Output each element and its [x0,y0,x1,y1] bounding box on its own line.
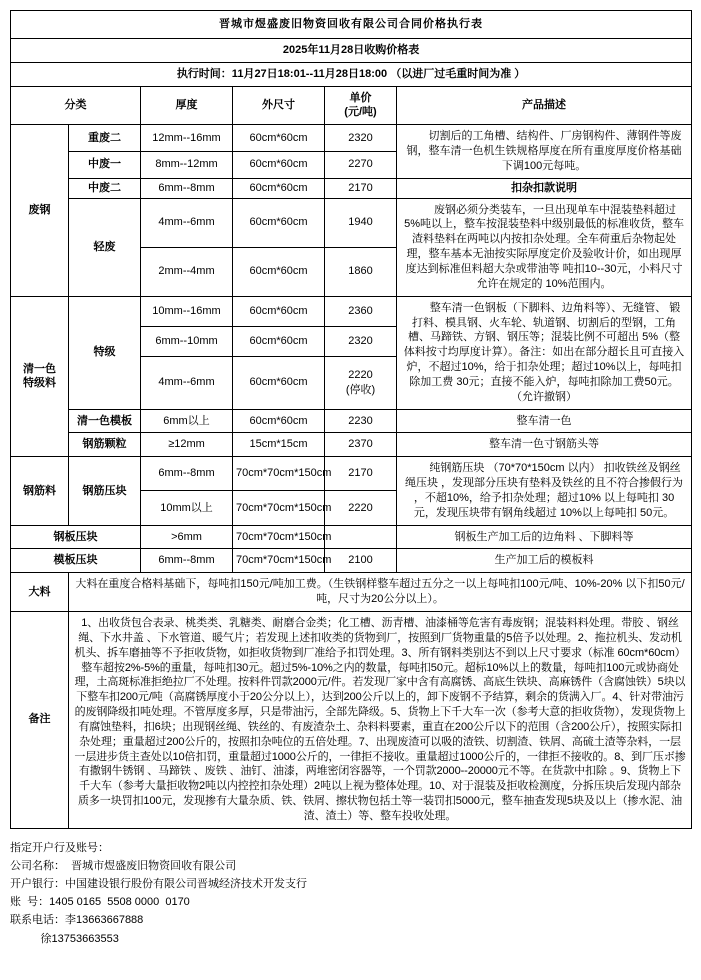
price-0: 2320 [325,125,397,152]
cat-zhongfei-yi: 中废一 [69,151,141,178]
group-beizhu: 备注 [11,612,69,829]
thickness-12: >6mm [141,525,233,549]
cat-qingyise-muban: 清一色模板 [69,409,141,433]
table-row [11,525,692,549]
header-size: 外尺寸 [233,86,325,125]
cat-zhongfei-er: 重废二 [69,125,141,152]
header-category: 分类 [11,86,141,125]
deduction-body: 废钢必须分类装车，一旦出现单车中混装垫料超过 5%吨以上，整车按混装垫料中级别最低的标准收货，整车渣料垫料在两吨以内按扣杂处理。全车荷重后杂物起处理，整车基本无油按实际厚度定价及验收计价，如出现厚度达到标准但料超大杂或带油等 吨扣10--30元，小料尺寸允许在规定的 10%范围内。 [397,198,692,296]
footer-bank: 开户银行：中国建设银行股份有限公司晋城经济技术开发支行 [10,878,307,891]
size-3: 60cm*60cm [233,198,325,247]
thickness-13: 6mm--8mm [141,549,233,573]
group-dali: 大料 [11,573,69,612]
doc-subtitle: 2025年11月28日收购价格表 [11,38,692,62]
size-8: 60cm*60cm [233,409,325,433]
size-13: 70cm*70cm*150cm [233,549,325,573]
time-row [11,62,692,86]
group-gangjin: 钢筋料 [11,457,69,525]
table-row [11,409,692,433]
size-11: 70cm*70cm*150cm [233,491,325,525]
price-3: 1940 [325,198,397,247]
table-row [11,198,692,247]
deduction-title: 扣杂扣款说明 [397,178,692,198]
table-row [11,296,692,326]
table-row [11,178,692,198]
thickness-7: 4mm--6mm [141,356,233,409]
desc-gangban: 钢板生产加工后的边角料 、下脚料等 [397,525,692,549]
thickness-11: 10mm以上 [141,491,233,525]
price-12 [325,525,397,549]
footer-account-number: 账 号：1405 0165 5508 0000 0170 [10,896,190,909]
header-thickness: 厚度 [141,86,233,125]
size-6: 60cm*60cm [233,326,325,356]
header-unit-price [325,86,397,125]
price-sheet-page [10,0,691,835]
thickness-2: 6mm--8mm [141,178,233,198]
footer-phone-1: 联系电话：李13663667888 [10,914,144,927]
price-1: 2270 [325,151,397,178]
price-7 [325,356,397,409]
header-row [11,86,692,125]
size-10: 70cm*70cm*150cm [233,457,325,491]
remark-body: 1、出收货包合表录、桃类类、乳糖类、耐磨合金类；化工槽、沥青槽、油漆桶等危害有毒废钢；混装料料处理。带胶 、钢丝绳、下水井盖 、下水管道、暖气片；若发现上述扣收类的货物到厂，按照到厂货物重量的5倍予以处理。2、拖拉机头、发动机机头、拆车磨抽等不予拒收货物，如拒收货物到厂准给予扣罚处理。3、所有钢料类别达不到以上尺寸要求（标准 60cm*60cm）整车超按2%-5%的重量，每吨扣30元。超过5%-10%之内的数量，每吨扣50元。超标10%以上的数量，每吨扣100元或协商处理，土高斑标准拒绝拉厂不处理。按料件罚款2000元/件。若发现厂家中含有高腐锈、高底生铁块、高麻锈件（含腐蚀铁）5块以下整车扣200元/吨（高腐锈厚度小于20公分以上），达到200公斤以上的，卸下废钢不予结算，剩余的货满入厂。4、针对带油污的废钢降级扣吨处理。不管厚度多厚，只是带油污，全部先降级。5、货物上下千大车一次（参考大意的拒收货物），发现货物上有腐蚀垫料，扣6块；出现钢丝绳、铁丝的、有废渣杂土、杂料料要素，重直在200公斤以下的范围（含200公斤），按照实际扣杂处理；重量超过200公斤的，按照扣杂吨位的五倍处理。7、出现废渣可以吸的渣铁、切割渣、铁屑、高硫土渣等杂料，一层一层进步货主查处以10倍扣罚，重量超过1000公斤的，一律拒不接收。重量超过1000公斤的，一律拒不接收的。8、到厂压ボ掺有撒钢牛锈钢 、马蹄铁 、废铁 、油钉、油漆，两堆密闭容器等，一个罚款2000--20000元不等。在货款中扣除 。9、货物上下千大车（参考大量拒收物2吨以内控控扣杂处理）2吨以上视为整体处理。10、对于混装及拒收检测度，分拆压块后发现内部杂质多一块罚扣100元，发现掺有大量杂质、铁、铁屑、擦状物包括土等一装罚扣5000元，整车抽查发现5块及以上（掺水泥、油渣、渣土）等、整车投收处理。 [69,612,692,829]
cat-muban-yakuai: 模板压块 [11,549,141,573]
size-1: 60cm*60cm [233,151,325,178]
thickness-1: 8mm--12mm [141,151,233,178]
desc-muban: 整车清一色 [397,409,692,433]
header-unit-price-line2: (元/吨) [344,106,377,119]
desc-tejie: 整车清一色钢板（下脚料、边角料等）、无缝管、 锻打料、模具钢、火车轮、轨道钢、切割后的型钢，工角槽、马蹄铁、方钢、钢压等；混装比例不可超出 5%（整体料按寸均厚度计算）。备注：如出在部分超长且可直接入炉，不超过10%，给于扣杂处理；超过10%以上，每吨扣除加工费 30元；直接不能入炉，每吨扣除加工费50元。（允许撤钢） [397,296,692,409]
table-row [11,549,692,573]
price-13: 2100 [325,549,397,573]
cat-gangjin-keli: 钢筋颗粒 [69,433,141,457]
execution-time: 执行时间：11月27日18:01--11月28日18:00 （以进厂过毛重时间为准 ） [11,62,692,86]
subtitle-row [11,38,692,62]
table-row [11,573,692,612]
cat-gangjin-yakuai: 钢筋压块 [69,457,141,525]
size-9: 15cm*15cm [233,433,325,457]
title-row [11,11,692,39]
price-10: 2170 [325,457,397,491]
price-7-note: (停收) [345,383,376,396]
desc-keli: 整车清一色寸钢筋头等 [397,433,692,457]
table-row [11,433,692,457]
size-0: 60cm*60cm [233,125,325,152]
footer-block [10,835,691,948]
thickness-5: 10mm--16mm [141,296,233,326]
cat-gangban-yakuai: 钢板压块 [11,525,141,549]
desc-feigang: 切割后的工角槽、结构件、厂房钢构件、薄钢件等废钢，整车清一色机生铁规格厚度在所有重度厚度价格基础下调100元每吨。 [397,125,692,179]
group-qingyise [11,296,69,457]
price-5: 2360 [325,296,397,326]
header-product-desc: 产品描述 [397,86,692,125]
thickness-3: 4mm--6mm [141,198,233,247]
thickness-4: 2mm--4mm [141,247,233,296]
cat-zhongfei-er2: 中废二 [69,178,141,198]
size-12: 70cm*70cm*150cm [233,525,325,549]
price-8: 2230 [325,409,397,433]
desc-dali: 大料在重度合格料基础下，每吨扣150元/吨加工费。（生铁钢样整车超过五分之一以上每吨扣100元/吨、10%-20% 以下扣50元/吨，尺寸为20公分以上）。 [69,573,692,612]
group-qingyise-line2: 特级料 [23,377,56,390]
price-11: 2220 [325,491,397,525]
price-4: 1860 [325,247,397,296]
price-9: 2370 [325,433,397,457]
cat-qingfei: 轻废 [69,198,141,296]
table-row [11,612,692,829]
thickness-10: 6mm--8mm [141,457,233,491]
price-6: 2320 [325,326,397,356]
footer-phone-2: 徐13753663553 [10,932,119,945]
price-table [10,10,692,829]
thickness-8: 6mm以上 [141,409,233,433]
desc-gangjin: 纯钢筋压块 （70*70*150cm 以内） 扣收铁丝及钢丝绳压块 ，发现部分压块有垫料及铁丝的且不符合掺假行为 ，不超10%，给予扣杂处理；超过10% 以上每吨扣 30元，发现压块带有钢角线超过 10%以上每吨扣 50元。 [397,457,692,525]
desc-muban-pk: 生产加工后的模板料 [397,549,692,573]
footer-account-title: 指定开户行及账号： [10,841,109,854]
group-qingyise-line1: 清一色 [23,362,56,375]
table-row [11,125,692,152]
header-unit-price-line1: 单价 [349,91,372,104]
price-2: 2170 [325,178,397,198]
thickness-0: 12mm--16mm [141,125,233,152]
size-5: 60cm*60cm [233,296,325,326]
price-7-value: 2220 [348,368,373,381]
thickness-6: 6mm--10mm [141,326,233,356]
cat-tejie: 特级 [69,296,141,409]
doc-title: 晋城市煜盛废旧物资回收有限公司合同价格执行表 [11,11,692,39]
thickness-9: ≥12mm [141,433,233,457]
group-feigang: 废钢 [11,125,69,296]
size-7: 60cm*60cm [233,356,325,409]
size-2: 60cm*60cm [233,178,325,198]
table-row [11,457,692,491]
footer-company: 公司名称： 晋城市煜盛废旧物资回收有限公司 [10,859,237,872]
size-4: 60cm*60cm [233,247,325,296]
